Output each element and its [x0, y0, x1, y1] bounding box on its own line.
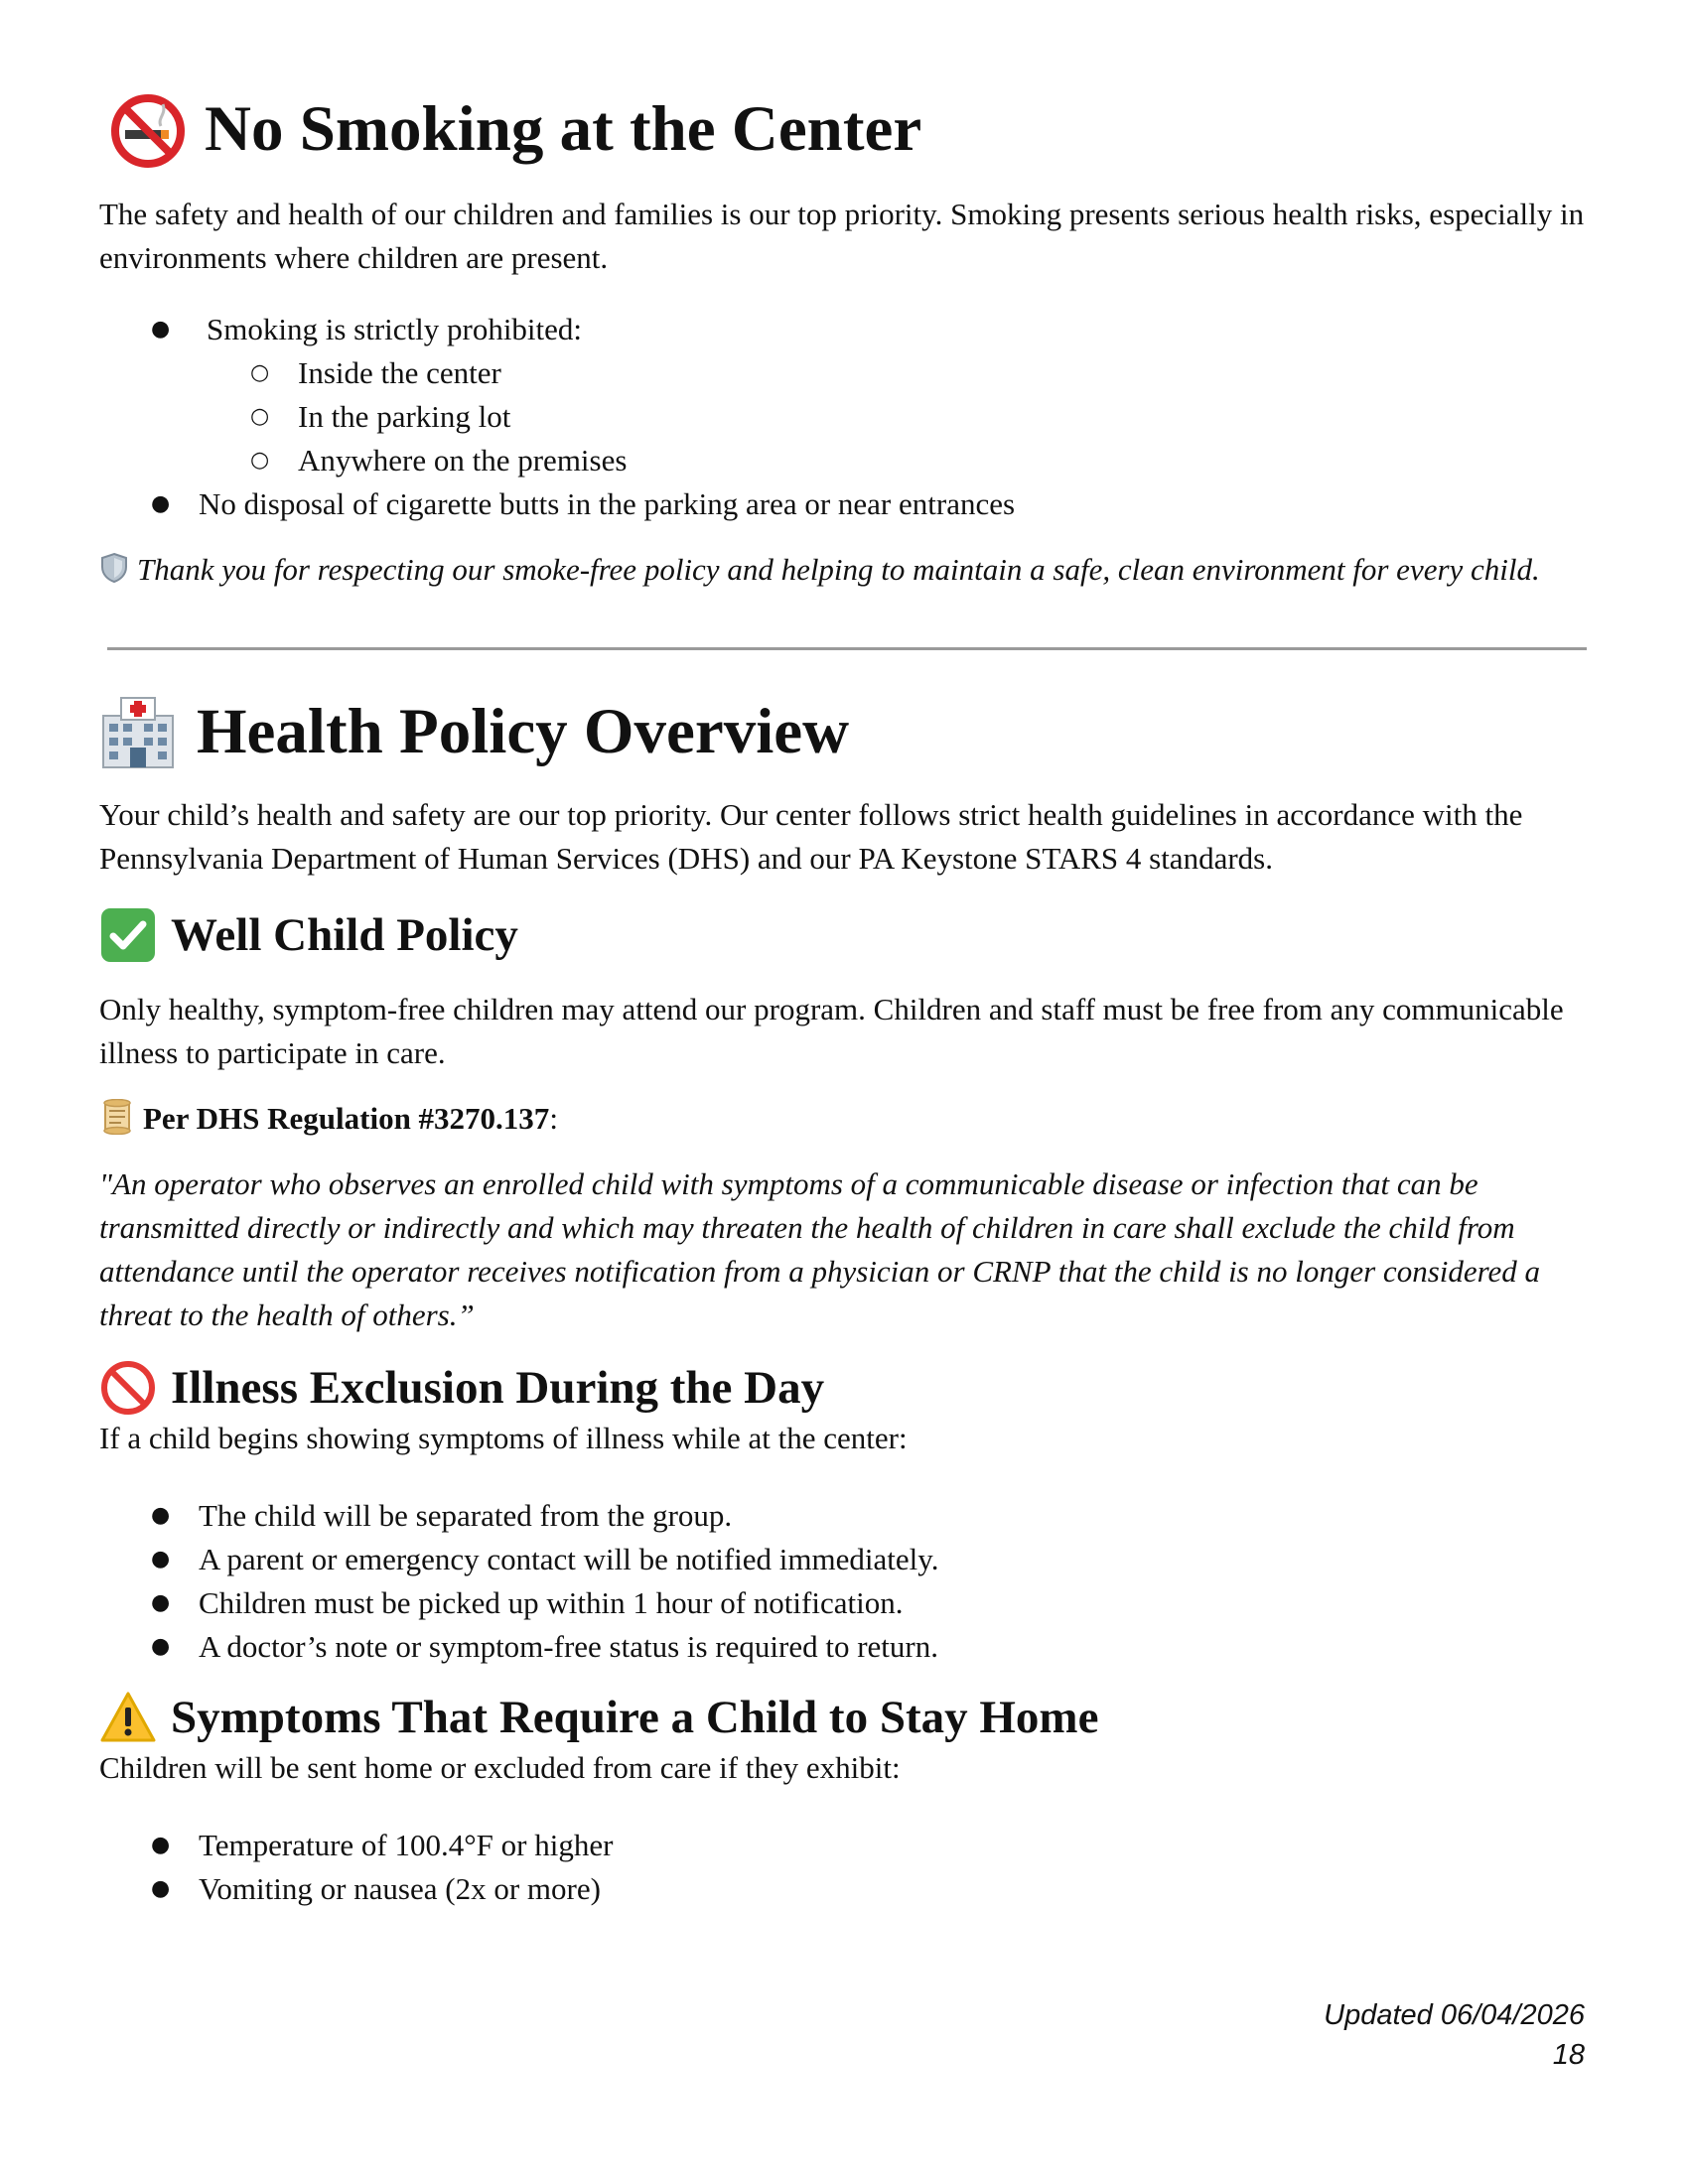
list-item: ● Children must be picked up within 1 hour of notification. [99, 1581, 1589, 1625]
page-footer [1324, 1995, 1585, 2075]
health-policy-heading-text: Health Policy Overview [197, 696, 850, 767]
well-child-text: Only healthy, symptom-free children may attend our program. Children and staff must be free from any communicable illness to participate in care. [99, 992, 1564, 1070]
thanks-note [99, 548, 1589, 592]
section-divider [107, 647, 1587, 650]
updated-date: Updated 06/04/2026 [1324, 1999, 1585, 2031]
well-child-heading-text: Well Child Policy [171, 909, 518, 961]
illness-exclusion-list [99, 1494, 1589, 1669]
check-mark-icon [99, 906, 157, 964]
list-item: ● A parent or emergency contact will be notified immediately. [99, 1538, 1589, 1581]
list-item: ● The child will be separated from the group. [99, 1494, 1589, 1538]
shield-icon [99, 552, 129, 584]
regulation-quote: "An operator who observes an enrolled child with symptoms of a communicable disease or infection that can be transmitted directly or indirectly and which may threaten the health of children in care shall exclude the child from attendance until the operator receives notification from a physician or CRNP that the child is no longer considered a threat to the health of others.” [99, 1166, 1541, 1332]
warning-icon [99, 1691, 157, 1744]
regulation-label: Per DHS Regulation #3270.137 [143, 1101, 550, 1136]
no-smoking-heading-text: No Smoking at the Center [205, 93, 922, 165]
list-item: ○ In the parking lot [99, 395, 1589, 439]
prohibited-label: Smoking is strictly prohibited: [207, 312, 583, 346]
symptoms-heading-text: Symptoms That Require a Child to Stay Home [171, 1692, 1099, 1743]
list-item: ● A doctor’s note or symptom-free status is required to return. [99, 1625, 1589, 1669]
no-smoking-icon [109, 90, 187, 168]
symptoms-list [99, 1824, 1589, 1911]
symptoms-intro: Children will be sent home or excluded from care if they exhibit: [99, 1750, 901, 1785]
list-item: ● Temperature of 100.4°F or higher [99, 1824, 1589, 1867]
no-smoking-list [99, 308, 1589, 526]
regulation-line [99, 1097, 1589, 1141]
page-number: 18 [1552, 2039, 1585, 2071]
list-item: ○ Anywhere on the premises [99, 439, 1589, 482]
no-smoking-heading [99, 89, 1589, 169]
prohibited-locations [199, 351, 1589, 482]
illness-exclusion-heading-text: Illness Exclusion During the Day [171, 1362, 825, 1414]
list-item [99, 308, 1589, 482]
scroll-icon [99, 1099, 135, 1135]
document-page [99, 89, 1589, 1911]
health-policy-intro: Your child’s health and safety are our top priority. Our center follows strict health guidelines in accordance with the Pennsylvania Department of Human Services (DHS) and our PA Keystone STARS 4 standards. [99, 797, 1523, 876]
list-item: ● No disposal of cigarette butts in the parking area or near entrances [99, 482, 1589, 526]
no-smoking-intro: The safety and health of our children and families is our top priority. Smoking presents serious health risks, especially in environments where children are present. [99, 197, 1585, 275]
regulation-colon: : [549, 1101, 558, 1136]
illness-exclusion-intro: If a child begins showing symptoms of illness while at the center: [99, 1421, 908, 1455]
list-item: ○ Inside the center [99, 351, 1589, 395]
symptoms-heading [99, 1689, 1589, 1746]
well-child-heading [99, 906, 1589, 964]
list-item: ● Vomiting or nausea (2x or more) [99, 1867, 1589, 1911]
thanks-text: Thank you for respecting our smoke-free policy and helping to maintain a safe, clean environment for every child. [137, 552, 1540, 587]
health-policy-heading [99, 692, 1589, 771]
prohibited-icon [99, 1359, 157, 1417]
illness-exclusion-heading [99, 1359, 1589, 1417]
hospital-icon [99, 694, 177, 769]
